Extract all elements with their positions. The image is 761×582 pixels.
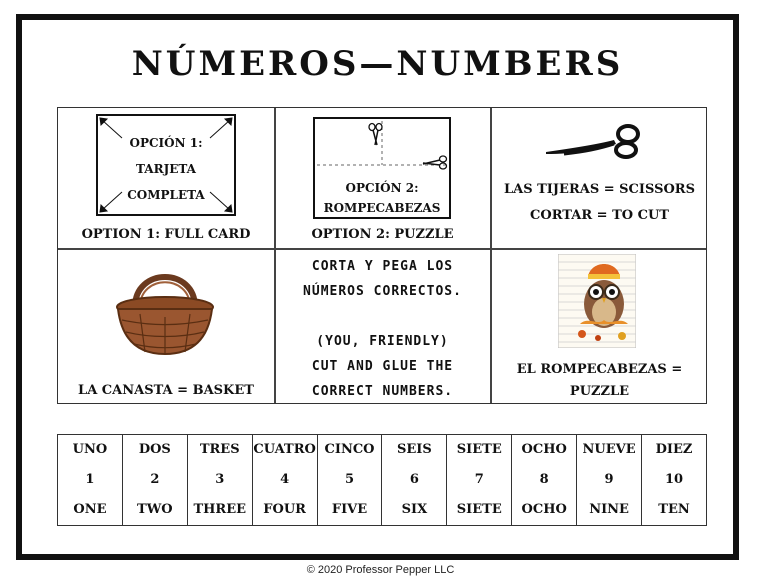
option2-box-line: OPCIÓN 2:	[345, 181, 419, 195]
number-spanish: NUEVE	[582, 442, 636, 457]
option2-cell	[275, 108, 490, 248]
basket-cell	[58, 250, 274, 404]
number-column	[58, 435, 123, 526]
puzzle-line: EL ROMPECABEZAS =	[516, 362, 683, 377]
number-spanish: UNO	[72, 442, 108, 457]
number-column	[512, 435, 577, 526]
number-column	[187, 435, 252, 526]
number-spanish: SEIS	[397, 442, 432, 457]
owl-puzzle-icon	[558, 254, 636, 348]
number-column	[252, 435, 317, 526]
basket-icon	[110, 262, 220, 362]
copyright-footer: © 2020 Professor Pepper LLC	[306, 564, 455, 576]
option1-caption: OPTION 1: FULL CARD	[81, 227, 251, 242]
number-digit: 9	[604, 472, 614, 487]
number-digit: 3	[215, 472, 225, 487]
number-english: FIVE	[331, 502, 368, 517]
option1-box-line: TARJETA	[136, 162, 196, 176]
number-column	[577, 435, 642, 526]
number-digit: 1	[85, 472, 95, 487]
number-column	[122, 435, 187, 526]
number-digit: 10	[664, 472, 684, 487]
number-spanish: TRES	[199, 442, 240, 457]
numbers-table	[57, 434, 707, 526]
number-digit: 4	[280, 472, 290, 487]
number-column	[642, 435, 707, 526]
number-spanish: CUATRO	[253, 442, 316, 457]
full-card-figure	[96, 114, 236, 216]
number-english: SIX	[401, 502, 428, 517]
option2-caption: OPTION 2: PUZZLE	[311, 227, 454, 242]
number-english: TEN	[658, 502, 690, 517]
number-digit: 7	[474, 472, 484, 487]
option1-box-line: OPCIÓN 1:	[129, 136, 203, 150]
scissors-line: CORTAR = TO CUT	[530, 208, 669, 223]
scissors-icon	[544, 122, 644, 162]
number-spanish: OCHO	[521, 442, 567, 457]
scissors-small-icon	[423, 156, 447, 169]
number-spanish: DIEZ	[655, 442, 693, 457]
number-english: ONE	[73, 502, 107, 517]
number-spanish: CINCO	[324, 442, 375, 457]
puzzle-line: PUZZLE	[569, 384, 630, 399]
number-english: NINE	[589, 502, 629, 517]
instruction-line: CORTA Y PEGA LOS	[311, 259, 454, 274]
option1-box-line: COMPLETA	[127, 188, 205, 202]
number-digit: 6	[409, 472, 419, 487]
instruction-line	[275, 304, 490, 329]
number-digit: 2	[150, 472, 160, 487]
number-column	[447, 435, 512, 526]
number-digit: 8	[539, 472, 549, 487]
number-column	[317, 435, 382, 526]
scissors-cell	[492, 108, 707, 248]
number-spanish: DOS	[138, 442, 171, 457]
number-english: SIETE	[456, 502, 502, 517]
instruction-line: (YOU, FRIENDLY)	[316, 334, 449, 349]
number-english: FOUR	[263, 502, 306, 517]
number-column	[382, 435, 447, 526]
info-grid	[57, 107, 707, 404]
option2-box-line: ROMPECABEZAS	[323, 201, 441, 215]
instructions-cell	[275, 250, 490, 404]
number-english: TWO	[137, 502, 173, 517]
number-spanish: SIETE	[456, 442, 502, 457]
basket-caption: LA CANASTA = BASKET	[78, 383, 254, 398]
scissors-line: LAS TIJERAS = SCISSORS	[503, 182, 695, 197]
number-digit: 5	[344, 472, 355, 487]
number-english: OCHO	[521, 502, 567, 517]
instruction-line: CUT AND GLUE THE	[311, 359, 454, 374]
puzzle-cell	[492, 250, 707, 404]
instruction-line: NÚMEROS CORRECTOS.	[303, 284, 462, 299]
number-english: THREE	[193, 502, 247, 517]
page-title: NÚMEROS—NUMBERS	[131, 44, 624, 84]
instruction-line: CORRECT NUMBERS.	[311, 384, 454, 399]
puzzle-card-figure	[313, 117, 451, 219]
option1-cell	[58, 108, 274, 248]
scissors-small-icon	[369, 124, 382, 146]
